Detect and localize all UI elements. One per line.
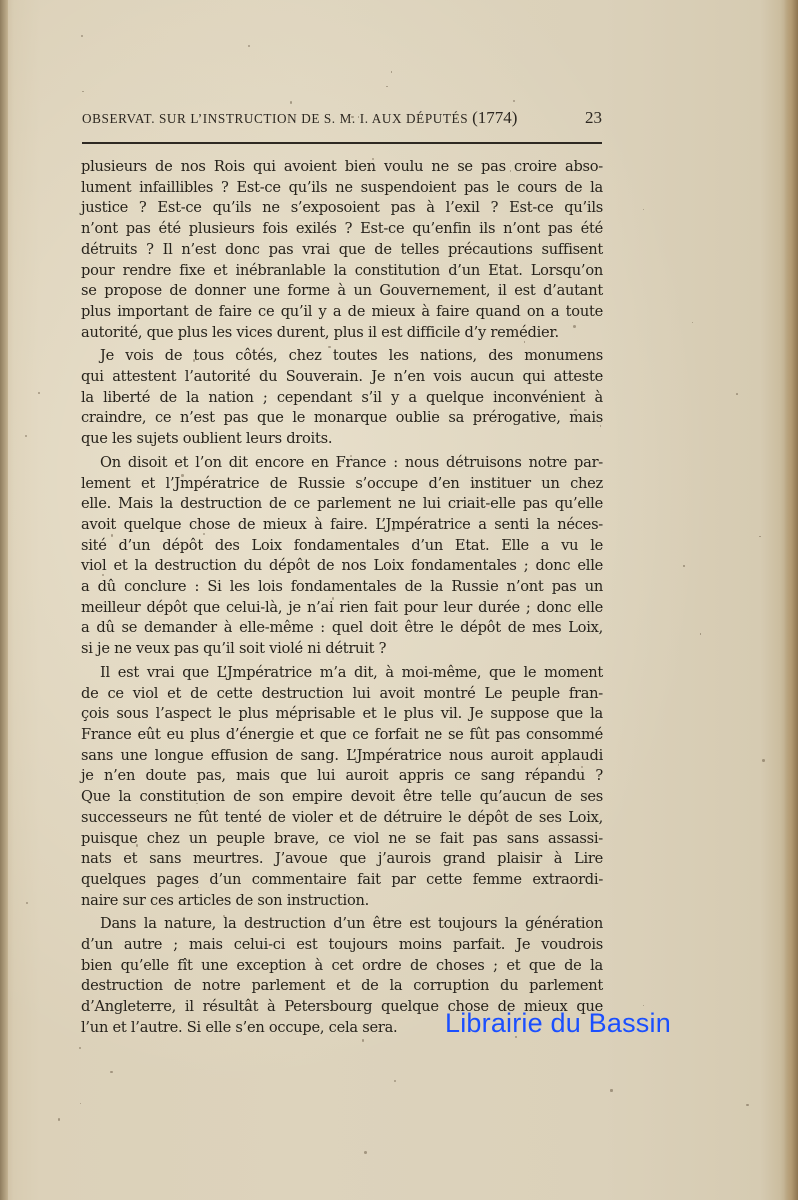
paper-speck: [692, 322, 693, 323]
paper-speck: [38, 392, 40, 394]
text-line: destruction de notre parlement et de la corruption du parlement: [81, 977, 603, 995]
text-line: sité d’un dépôt des Loix fondamentales d’un Etat. Elle a vu le: [81, 536, 603, 554]
text-line: sans une longue effusion de sang. L’Jmpératrice nous auroit applaudi: [81, 746, 603, 764]
text-line: que les sujets oublient leurs droits.: [81, 430, 333, 448]
paper-speck: [203, 533, 205, 535]
paragraph: [81, 663, 603, 911]
paper-speck: [350, 455, 352, 457]
header-rule: [82, 142, 602, 144]
paper-speck: [362, 1039, 364, 1041]
text-line: Il est vrai que L’Jmpératrice m’a dit, à moi-même, que le moment: [100, 663, 603, 681]
running-head-title-group: [82, 108, 517, 128]
paper-speck: [683, 565, 684, 566]
text-line: Que la constitution de son empire devoit être telle qu’aucun de ses: [81, 788, 603, 806]
paper-speck: [392, 528, 395, 531]
text-line: On disoit et l’on dit encore en France : nous détruisons notre par-: [100, 453, 603, 471]
paper-speck: [700, 633, 702, 635]
paragraph: [81, 346, 603, 450]
body-text: [81, 157, 603, 1039]
paper-speck: [510, 170, 511, 171]
paper-speck: [332, 597, 334, 599]
text-line: a dû conclure : Si les lois fondamentales de la Russie n’ont pas un: [81, 578, 603, 596]
paper-speck: [79, 1047, 81, 1049]
paper-speck: [610, 1089, 612, 1091]
paper-speck: [25, 435, 27, 437]
text-line: viol et la destruction du dépôt de nos Loix fondamentales ; donc elle: [81, 557, 603, 575]
paper-speck: [513, 100, 515, 102]
text-line: n’ont pas été plusieurs fois exilés ? Est-ce qu’enfin ils n’ont pas été: [81, 220, 603, 238]
paper-speck: [573, 325, 576, 328]
running-head: [82, 108, 602, 128]
text-line: puisque chez un peuple brave, ce viol ne se fait pas sans assassi-: [81, 829, 603, 847]
paper-speck: [26, 902, 28, 904]
text-line: elle. Mais la destruction de ce parlement ne lui criait-elle pas qu’elle: [81, 495, 603, 513]
text-line: avoit quelque chose de mieux à faire. L’Jmpératrice a senti la néces-: [81, 515, 603, 533]
text-line: pour rendre fixe et inébranlable la constitution d’un Etat. Lorsqu’on: [81, 261, 603, 279]
text-line: plusieurs de nos Rois qui avoient bien voulu ne se pas croire abso-: [81, 158, 603, 175]
paper-speck: [364, 1151, 367, 1154]
paper-speck: [162, 505, 164, 507]
paragraph: [81, 157, 603, 343]
text-line: d’un autre ; mais celui-ci est toujours moins parfait. Je voudrois: [81, 936, 603, 954]
text-line: craindre, ce n’est pas que le monarque oublie sa prérogative, mais: [81, 409, 603, 427]
text-line: de ce viol et de cette destruction lui avoit montré Le peuple fran-: [81, 684, 603, 702]
running-head-year: (1774): [472, 108, 518, 127]
paragraph: [81, 453, 603, 660]
text-line: nats et sans meurtres. J’avoue que j’aurois grand plaisir à Lire: [81, 850, 603, 868]
text-line: meilleur dépôt que celui-là, je n’ai rien fait pour leur durée ; donc elle: [81, 598, 603, 616]
paper-speck: [102, 574, 104, 576]
paper-speck: [430, 400, 431, 401]
paper-speck: [358, 528, 360, 530]
paper-speck: [762, 759, 765, 762]
page-number: 23: [585, 108, 602, 127]
text-line: la liberté de la nation ; cependant s’il y a quelque inconvénient à: [81, 388, 603, 406]
book-binding-edge: [0, 0, 8, 1200]
paper-speck: [581, 766, 583, 768]
running-head-title: OBSERVAT. SUR L’INSTRUCTION DE S. M. I. AUX DÉPUTÉS: [82, 111, 469, 126]
paper-speck: [746, 1104, 749, 1107]
text-line: quelques pages d’un commentaire fait par cette femme extraordi-: [81, 870, 603, 888]
paper-speck: [181, 474, 183, 476]
paper-speck: [328, 346, 331, 349]
paper-speck: [110, 1071, 112, 1073]
paper-speck: [198, 887, 199, 888]
text-line: lument infaillibles ? Est-ce qu’ils ne suspendoient pas le cours de la: [81, 178, 603, 196]
paper-speck: [736, 393, 738, 395]
text-line: justice ? Est-ce qu’ils ne s’exposoient pas à l’exil ? Est-ce qu’ils: [81, 199, 603, 217]
text-line: l’un et l’autre. Si elle s’en occupe, cela sera.: [81, 1018, 398, 1036]
paper-speck: [81, 35, 83, 37]
text-line: Dans la nature, la destruction d’un être est toujours la génération: [100, 915, 603, 933]
text-line: lement et l’Jmpératrice de Russie s’occupe d’en instituer un chez: [81, 474, 603, 492]
paper-speck: [515, 1036, 516, 1037]
paper-speck: [80, 1103, 81, 1104]
text-line: naire sur ces articles de son instruction.: [81, 891, 370, 909]
text-line: se propose de donner une forme à un Gouvernement, il est d’autant: [81, 282, 603, 300]
paper-speck: [82, 91, 83, 92]
paper-speck: [386, 86, 388, 88]
paper-speck: [290, 101, 293, 104]
text-line: Je vois de tous côtés, chez toutes les nations, des monumens: [100, 347, 603, 365]
paper-speck: [488, 112, 490, 114]
text-line: détruits ? Il n’est donc pas vrai que de telles précautions suffisent: [81, 240, 603, 258]
watermark-librairie: Librairie du Bassin: [445, 1008, 671, 1038]
paper-speck: [136, 844, 138, 846]
paper-speck: [358, 116, 359, 117]
text-line: d’Angleterre, il résultât à Petersbourg quelque chose de mieux que: [81, 998, 603, 1016]
text-line: France eût eu plus d’énergie et que ce forfait ne se fût pas consommé: [81, 725, 603, 743]
text-line: successeurs ne fût tenté de violer et de détruire le dépôt de ses Loix,: [81, 808, 603, 826]
text-line: plus important de faire ce qu’il y a de mieux à faire quand on a toute: [81, 302, 603, 320]
paper-speck: [759, 536, 760, 537]
paper-speck: [58, 1118, 61, 1121]
paper-speck: [394, 1080, 396, 1082]
text-line: je n’en doute pas, mais que lui auroit appris ce sang répandu ?: [81, 767, 603, 785]
text-line: autorité, que plus les vices durent, plus il est difficile d’y remédier.: [81, 323, 559, 341]
text-line: çois sous l’aspect le plus méprisable et le plus vil. Je suppose que la: [81, 705, 603, 723]
paper-speck: [643, 1005, 644, 1006]
paper-speck: [248, 45, 250, 47]
paper-speck: [388, 672, 389, 673]
text-line: a dû se demander à elle-même : quel doit être le dépôt de mes Loix,: [81, 619, 603, 637]
text-line: qui attestent l’autorité du Souverain. Je n’en vois aucun qui atteste: [81, 368, 603, 386]
text-line: si je ne veux pas qu’il soit violé ni détruit ?: [81, 640, 387, 658]
text-line: bien qu’elle fît une exception à cet ordre de choses ; et que de la: [81, 956, 603, 974]
paper-speck: [643, 209, 644, 210]
paper-speck: [391, 71, 393, 73]
page-fore-edge: [784, 0, 798, 1200]
paper-speck: [472, 484, 475, 487]
